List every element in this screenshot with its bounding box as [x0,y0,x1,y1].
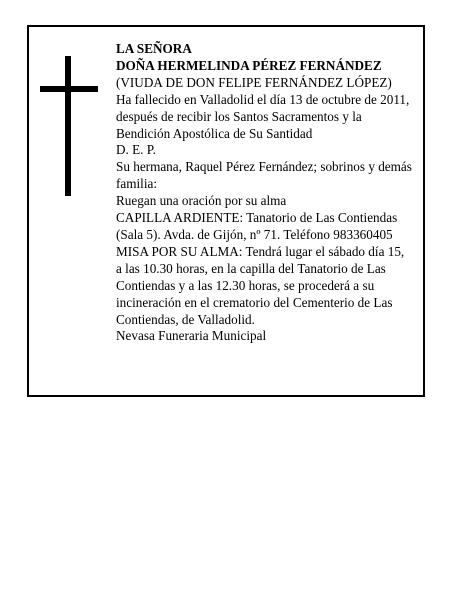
obituary-notice [27,25,425,397]
notice-line: incineración en el crematorio del Cementerio de Las [116,294,393,310]
notice-line: después de recibir los Santos Sacramentos y la [116,108,362,124]
notice-line: Su hermana, Raquel Pérez Fernández; sobrinos y demás [116,159,412,175]
chapel-line: CAPILLA ARDIENTE: Tanatorio de Las Contiendas [116,210,398,226]
deceased-name: DOÑA HERMELINDA PÉREZ FERNÁNDEZ [116,57,382,73]
notice-line: Ha fallecido en Valladolid el día 13 de octubre de 2011, [116,91,410,107]
notice-title: LA SEÑORA [116,41,192,56]
notice-line: a las 10.30 horas, en la capilla del Tanatorio de Las [116,260,386,276]
cross-horizontal-bar [40,86,98,92]
notice-line: Ruegan una oración por su alma [116,193,287,209]
notice-line: Contiendas y a las 12.30 horas, se procederá a su [116,277,375,293]
notice-text [116,41,422,345]
widow-of-line: (VIUDA DE DON FELIPE FERNÁNDEZ LÓPEZ) [116,74,392,90]
cross-vertical-bar [65,56,71,196]
mass-line: MISA POR SU ALMA: Tendrá lugar el sábado día 15, [116,243,405,259]
notice-line: familia: [116,176,158,192]
chapel-address-line: (Sala 5). Avda. de Gijón, nº 71. Teléfono 983360405 [116,226,393,242]
notice-line: Contiendas, de Valladolid. [116,311,255,327]
funeral-home-line: Nevasa Funeraria Municipal [116,328,267,344]
notice-line: Bendición Apostólica de Su Santidad [116,125,313,141]
cross-icon [40,56,98,196]
rip-line: D. E. P. [116,142,156,158]
